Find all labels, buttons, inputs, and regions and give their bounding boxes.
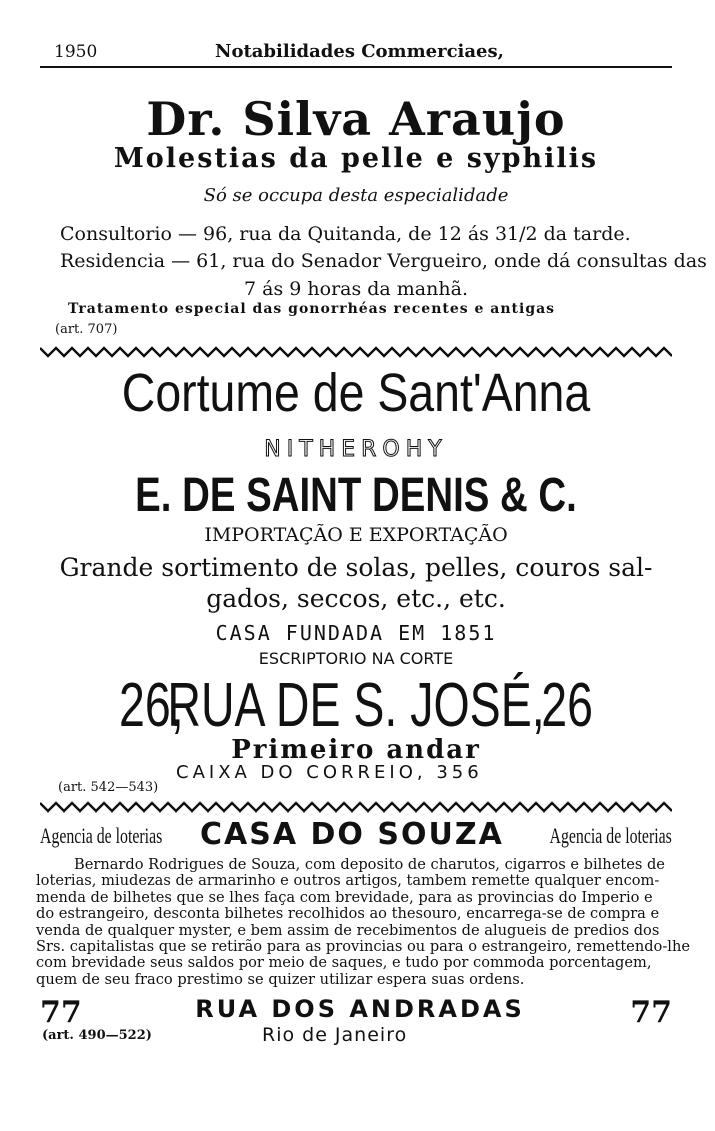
andradas-number-left: 77 (40, 995, 82, 1030)
residencia-hours: 7 ás 9 horas da manhã. (244, 278, 468, 300)
specialty-note: Só se occupa desta especialidade (203, 185, 509, 206)
founded-line: CASA FUNDADA EM 1851 (215, 621, 497, 645)
page-header (40, 40, 672, 68)
street-line (119, 670, 593, 741)
floor-line: Primeiro andar (231, 735, 481, 765)
office-line: ESCRIPTORIO NA CORTE (258, 649, 454, 668)
street-number-right: 26 (541, 671, 593, 740)
lottery-label-right: Agencia de loterias (549, 823, 672, 848)
zigzag-divider-1 (40, 345, 672, 359)
lottery-heading (40, 817, 672, 853)
doctor-name: Dr. Silva Araujo (146, 92, 566, 146)
street-name: RUA DE S. JOSÉ, (167, 671, 545, 740)
andradas-number-right: 77 (630, 995, 672, 1030)
tannery-place: NITHEROHY (264, 437, 448, 462)
residencia-address: Residencia — 61, rua do Senador Vergueiro, onde dá consultas das (60, 250, 707, 272)
firm-name: E. DE SAINT DENIS & C. (135, 469, 577, 522)
trade-line: IMPORTAÇÃO E EXPORTAÇÃO (204, 524, 508, 546)
article-ref-1: (art. 707) (55, 322, 118, 337)
body-line: quem de seu fraco prestimo se quizer utilizar espera suas ordens. (36, 970, 525, 988)
running-title: Notabilidades Commerciaes, (215, 41, 504, 62)
lottery-title: CASA DO SOUZA (200, 817, 504, 852)
andradas-street: RUA DOS ANDRADAS (195, 995, 525, 1023)
consultorio-address: Consultorio — 96, rua da Quitanda, de 12 ás 31/2 da tarde. (60, 223, 631, 245)
tannery-title: Cortume de Sant'Anna (121, 363, 591, 423)
street-number-left: 26, (119, 671, 184, 740)
city-line: Rio de Janeiro (262, 1024, 408, 1046)
doctor-specialty: Molestias da pelle e syphilis (113, 143, 599, 174)
article-ref-3: (art. 490—522) (42, 1028, 152, 1043)
article-ref-2: (art. 542—543) (58, 780, 159, 795)
body-line: venda de qualquer myster, e bem assim de recebimentos de alugueis de predios dos (36, 921, 660, 939)
body-line: Bernardo Rodrigues de Souza, com deposito de charutos, cigarros e bilhetes de (74, 856, 665, 873)
page-number: 1950 (54, 42, 98, 62)
body-line: Srs. capitalistas que se retirão para as provincias ou para o estrangeiro, remettendo-lhe (36, 938, 690, 956)
assortment-line-2: gados, seccos, etc., etc. (206, 584, 506, 613)
mailbox-line: CAIXA DO CORREIO, 356 (176, 762, 483, 783)
body-line: com brevidade seus saldos por meio de saques, e tudo por commoda porcentagem, (36, 954, 652, 972)
lottery-label-left: Agencia de loterias (40, 823, 163, 848)
assortment-line-1: Grande sortimento de solas, pelles, couros sal- (59, 553, 653, 582)
body-line: loterias, miudezas de armarinho e outros artigos, tambem remette qualquer encom- (36, 872, 660, 890)
treatment-line: Tratamento especial das gonorrhéas recentes e antigas (68, 301, 556, 317)
body-line: menda de bilhetes que se lhes faça com brevidade, para as provincias do Imperio e (36, 888, 653, 906)
body-line: do estrangeiro, desconta bilhetes recolhidos ao thesouro, encarrega-se de compra e (36, 905, 660, 923)
lottery-body (36, 856, 690, 988)
zigzag-divider-2 (40, 800, 672, 814)
